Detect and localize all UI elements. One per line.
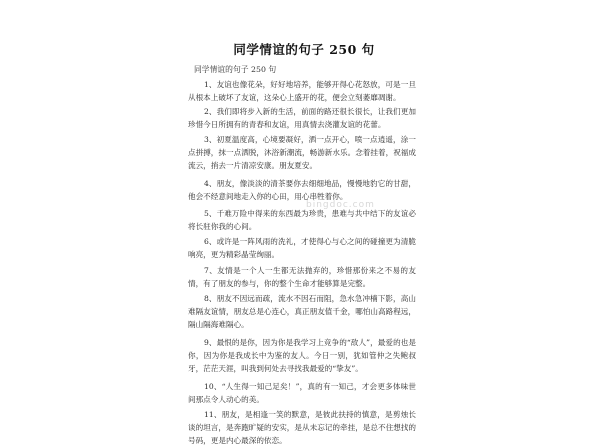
document-title: 同学情谊的句子 250 句 xyxy=(233,42,375,57)
paragraph: 9、最恨的是你，因为你是我学习上竞争的“敌人”，最爱的也是你，因为你是我成长中为鉴的友人。今日一别，犹如管仲之失鲍叔牙，茫茫天涯，叫我到何处去寻找我最爱的“挚友”。 xyxy=(188,338,416,373)
paragraph: 8、朋友不因远而疏，流水不因石而阻，急水急冲楠下影，高山难隔友谊情，朋友总是心连心，真正朋友值千金，哪怕山高路程远，隔山隔海难隔心。 xyxy=(188,294,416,329)
watermark: bingdoc.com xyxy=(306,200,375,210)
document-page xyxy=(188,38,420,445)
paragraph: 5、千难万险中得来的东西最为珍贵，患难与共中结下的友谊必将长驻你我的心间。 xyxy=(188,209,416,231)
paragraph: 1、友谊也像花朵，好好地培养，能够开得心花怒放，可是一旦从根本上破坏了友谊，这朵心上盛开的花，便会立刻萎靡凋谢。 xyxy=(188,80,416,102)
paragraph: 2、我们即将步入新的生活，前面的路还很长很长，让我们更加珍惜今日所拥有的青春和友谊，用真情去浇灌友谊的花蕾。 xyxy=(188,107,416,129)
paragraph: 3、初夏温度高，心境要凝好，洒一点开心，喷一点逍遥，涂一点拼搏，抹一点洒脱，沐浴新潮流，畅游新水乐。念着挂着，祝福成流云，捎去一片清凉安康。朋友夏安。 xyxy=(188,135,416,170)
paragraph: 10、“人生得一知己足矣！”，真的有一知己，才会更多体味世间那点令人动心的美。 xyxy=(188,382,416,404)
paragraph: 11、朋友，是相逢一笑的默意，是彼此扶持的慎意，是剪烛长谈的坦言，是奔跑旷疑的安实，是从未忘记的牵挂，是总不住想找的号码，更是内心最深的依恋。 xyxy=(188,410,416,445)
paragraph: 6、或许是一阵风雨的洗礼，才使得心与心之间的碰撞更为清脆响亮，更为精彩晶莹绚丽。 xyxy=(188,237,416,259)
paragraph: 7、友情是一个人一生都无法抛弃的，珍惜那份来之不易的友情，有了朋友的参与，你的整个生命才能够算是完整。 xyxy=(188,266,416,288)
document-subtitle: 同学情谊的句子 250 句 xyxy=(194,65,277,74)
paragraph: 4、朋友，像淡淡的清茶要你去细细地品，慢慢地豹它的甘甜，他会不经意间地走入你的心田，用心串牲着你。 xyxy=(188,179,416,201)
